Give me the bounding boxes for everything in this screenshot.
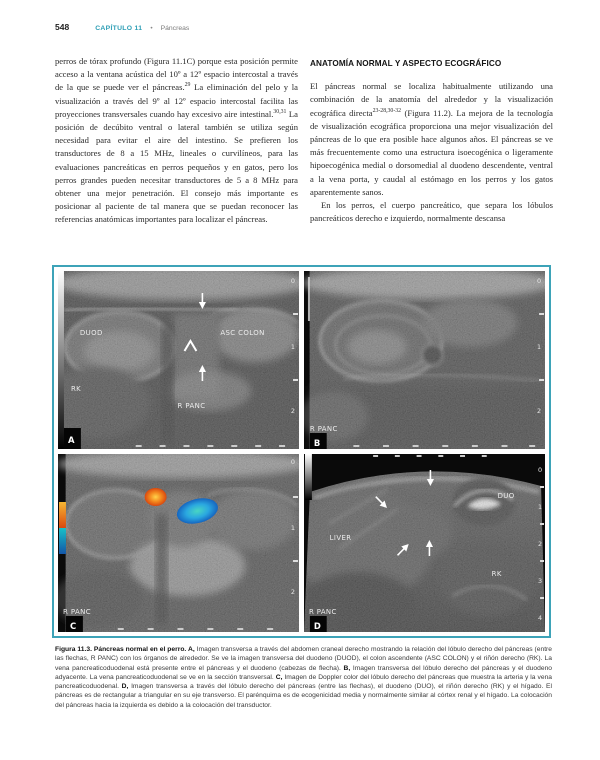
svg-text:1: 1 <box>290 342 296 352</box>
doppler-artery <box>145 488 167 506</box>
reference-superscript: 30,31 <box>273 108 287 115</box>
chapter-label: CAPÍTULO 11 <box>95 25 143 32</box>
grayscale-bar <box>305 454 312 500</box>
right-paragraph-2: En los perros, el cuerpo pancreático, que separa los lóbulos pancreáticos derecho e izquierdo, normalmente descansa <box>310 200 553 224</box>
ultrasound-panel-c <box>58 454 299 632</box>
label-rk: RK <box>70 384 82 394</box>
label-asc-colon: ASC COLON <box>220 328 265 338</box>
panel-letter: D <box>313 620 321 632</box>
svg-text:2: 2 <box>536 406 542 416</box>
ultrasound-panel-a <box>58 271 299 449</box>
label-r-panc: R PANC <box>62 607 91 617</box>
figure-caption: Figura 11.3. Páncreas normal en el perro. A, Imagen transversa a través del abdomen craneal derecho mostrando la relación del lóbulo derecho del páncreas (entre las flechas, R PANC) con los órganos de alrededor. Se ve la imagen transversa del duodeno (DUOD), el colon ascendente (ASC COLON) y el riñón derecho (RK). La vena pancreaticoduodenal está presente entre el páncreas y el duodeno (cabezas de flecha). B, Imagen transversa del lóbulo derecho del páncreas y el duodeno adyacente. La vena pancreaticoduodenal se ve en la sección transversal. C, Imagen de Doppler color del lóbulo derecho del páncreas que muestra la arteria y la vena pancreaticoduodenal. D, Imagen transversa a través del lóbulo derecho del páncreas (entre las flechas), el duodeno (DUO), el riñón derecho (RK) y el hígado. El páncreas es de rectangular a triangular en su eje transverso. El parénquima es de ecogenicidad media y normalmente similar al córtex renal y el hígado. La colocación del páncreas hacia la izquierda es debido a la colocación del transductor. <box>55 646 553 709</box>
svg-text:1: 1 <box>290 523 296 533</box>
svg-text:3: 3 <box>537 576 543 586</box>
text-columns <box>55 55 553 227</box>
label-rk: RK <box>491 569 502 579</box>
svg-text:1: 1 <box>536 342 542 352</box>
svg-text:2: 2 <box>537 539 543 549</box>
caption-title: Figura 11.3. Páncreas normal en el perro. <box>55 646 189 653</box>
label-duod: DUOD <box>79 328 103 338</box>
svg-text:0: 0 <box>290 276 296 286</box>
left-column <box>55 55 298 227</box>
right-paragraph-1: El páncreas normal se localiza habitualmente utilizando una combinación de la anatomía del alrededor y la visualización ecográfica directa$^{23-28,30-32}$ (Figura 11.2). La mejora de la tecnología de visualización ecográfica proporciona una mejor visualización del páncreas de lo que era posible hace algunos años. El páncreas se ve más frecuentemente como una estructura isoecogénica o ligeramente hipoecogénica medial o dorsomedial al duodeno descendente, ventral a la vena porta, y caudal al estómago en los perros y los gatos aparentemente sanos. <box>310 81 553 197</box>
page-number: 548 <box>55 22 70 32</box>
ultrasound-panel-b <box>304 271 545 449</box>
section-heading: ANATOMÍA NORMAL Y ASPECTO ECOGRÁFICO <box>310 59 502 68</box>
edge-marker <box>308 277 310 321</box>
label-duo: DUO <box>497 491 515 501</box>
right-column <box>310 55 553 227</box>
svg-text:1: 1 <box>537 502 543 512</box>
grayscale-bar <box>58 271 64 449</box>
label-r-panc: R PANC <box>177 401 206 411</box>
svg-text:4: 4 <box>537 613 543 623</box>
panel-letter: A <box>67 434 75 446</box>
svg-text:0: 0 <box>537 465 543 475</box>
label-r-panc: R PANC <box>309 424 338 434</box>
reference-superscript: 23-28,30-32 <box>372 107 402 114</box>
left-paragraph: perros de tórax profundo (Figura 11.1C) porque esta posición permite acceso a la ventana acústica del 10º a 12º espacio intercostal a través de la que se puede ver el páncreas.$^{29}$ La eliminación del pelo y la visualización a través del 9º al 12º espacio intercostal facilita las proyecciones transversales cuando hay excesivo aire intestinal.$^{30,31}$ La posición de decúbito ventral o lateral también se utiliza según necesidad para evitar el aire del intestino. Se prefieren los transductores de 8 a 15 MHz, lineales o curvilíneos, para las evaluaciones pancreáticas en perros pequeños y en gatos, pero los perros grandes pueden necesitar transductores de 5 a 8 MHz para obtener una mejor penetración. El consejo más importante es posicionar al paciente de tal manera que se puedan reconocer las referencias anatómicas importantes para localizar el páncreas. <box>55 56 298 225</box>
svg-text:2: 2 <box>290 587 296 597</box>
label-liver: LIVER <box>329 533 352 543</box>
label-r-panc: R PANC <box>308 607 337 617</box>
bullet-separator: • <box>150 25 153 32</box>
figure-11-3 <box>52 265 551 638</box>
reference-superscript: 29 <box>184 82 191 89</box>
doppler-color-bar <box>59 502 66 554</box>
ultrasound-panel-d <box>304 454 545 632</box>
svg-text:0: 0 <box>536 276 542 286</box>
chapter-topic: Páncreas <box>160 25 190 32</box>
svg-text:0: 0 <box>290 457 296 467</box>
panel-letter: B <box>313 437 321 449</box>
page-header <box>55 22 189 32</box>
svg-text:2: 2 <box>290 406 296 416</box>
panel-letter: C <box>69 620 77 632</box>
